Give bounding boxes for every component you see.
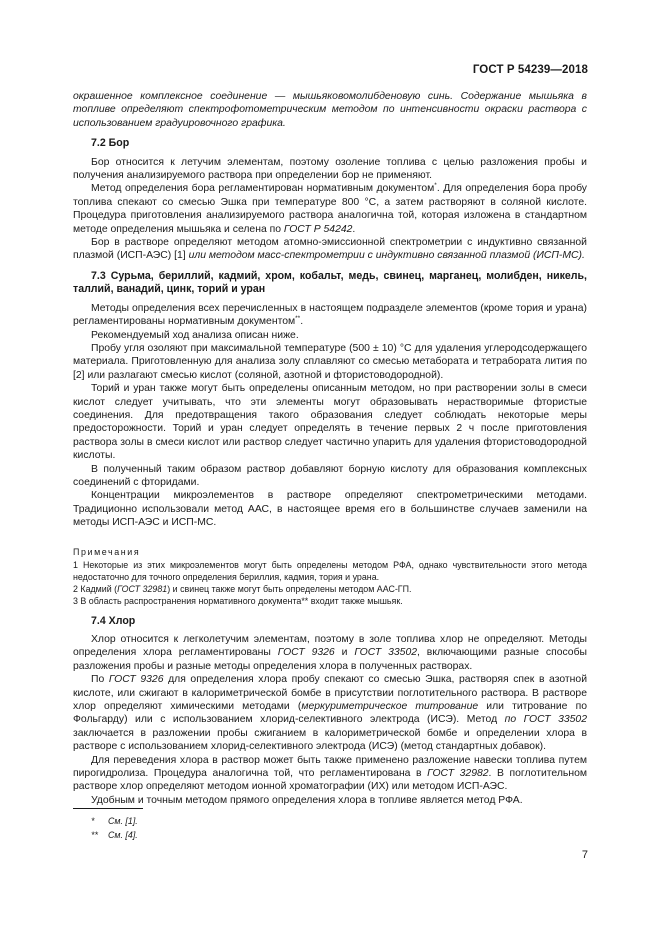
section-7-3-paragraph-3: Пробу угля озоляют при максимальной температуре (500 ± 10) °С для удаления углеродсодержащего материала. Приготовленную для анализа золу сплавляют со смесью метабората и тетрабората лития по [2] или разлагают смесью кислот (соляной, азотной и фтористоводородной).	[73, 342, 587, 381]
section-7-2-paragraph-2	[73, 182, 587, 236]
section-7-3-paragraph-6: Концентрации микроэлементов в растворе определяют спектрометрическими методами. Традиционно использовали метод ААС, в настоящее время его в большинстве случаев заменили на методы ИСП-АЭС и ИСП-МС.	[73, 490, 587, 529]
text-run: и	[334, 647, 355, 659]
footnotes	[91, 814, 138, 842]
note-1: 1 Некоторые из этих микроэлементов могут быть определены методом РФА, однако чувствительности этого метода недостаточно для точного определения бериллия, кадмия, тория и урана.	[73, 559, 587, 582]
standard-reference: ГОСТ 9326	[277, 647, 335, 659]
text-run: Бор в растворе определяют методом атомно-эмиссионной спектрометрии с индуктивно связанной плазмой (ИСП-АЭС) [1]	[73, 237, 587, 262]
footnote-marker: *	[434, 182, 437, 190]
text-run: .	[352, 223, 356, 235]
section-7-4-paragraph-3	[73, 754, 587, 794]
page-number: 7	[581, 849, 588, 861]
section-7-3-paragraph-5: В полученный таким образом раствор добавляют борную кислоту для образования комплексных соединений с фторидами.	[73, 463, 587, 488]
text-run: 2 Кадмий (	[73, 584, 118, 595]
document-number-header: ГОСТ Р 54239—2018	[472, 64, 588, 76]
text-run: Для переведения хлора в раствор может быть также применено разложение навески топлива путем пирогидролиза. Процедура аналогична той, что регламентирована в	[73, 754, 587, 780]
document-body	[73, 90, 587, 807]
section-7-4-heading: 7.4 Хлор	[91, 614, 136, 627]
notes-block	[73, 546, 587, 608]
section-7-4-paragraph-1	[73, 633, 587, 673]
text-run: Метод определения бора регламентирован нормативным документом	[91, 183, 435, 195]
section-7-4-paragraph-2	[73, 673, 587, 753]
standard-reference: ГОСТ 9326	[108, 674, 164, 686]
footnote-separator	[73, 808, 143, 809]
section-7-3-paragraph-2: Рекомендуемый ход анализа описан ниже.	[91, 329, 299, 341]
text-run: для определения хлора пробу спекают со смесью Эшка, растворяя спек в азотной кислоте, или сжигают в калориметрической бомбе в присутствии поглотительного раствора. В растворе хлор определяют химическими методами (	[73, 674, 587, 713]
footnote-mark: *	[91, 816, 95, 826]
text-run: .	[300, 316, 304, 328]
text-run: , включающими разные способы разложения пробы и разные методы определения хлора в полученных растворах.	[73, 647, 587, 672]
section-7-2-paragraph-3	[73, 236, 587, 263]
section-7-3-heading: 7.3 Сурьма, бериллий, кадмий, хром, кобальт, медь, свинец, марганец, молибден, никель, таллий, ванадий, цинк, торий и уран	[73, 269, 587, 296]
section-7-2-paragraph-1: Бор относится к летучим элементам, поэтому озоление топлива с целью разложения пробы и получения анализируемого раствора при определении бор не применяют.	[73, 156, 587, 182]
standard-reference: по ГОСТ 33502	[504, 714, 587, 726]
section-7-2-heading: 7.2 Бор	[91, 137, 130, 150]
text-run: Хлор относится к легколетучим элементам, поэтому в золе топлива хлор не определяют. Методы определения хлора регламентированы	[73, 634, 587, 659]
standard-reference: ГОСТ 33502	[354, 647, 418, 659]
section-7-3-paragraph-4: Торий и уран также могут быть определены описанным методом, но при растворении золы в смеси кислот следует учитывать, что эти элементы могут образовывать нерастворимые фтористые соединения. Для предотвращения такого образования следует соблюдать некоторые меры предосторожности. Торий и уран следует определять в течение первых 2 ч после приготовления раствора золы в смеси кислот или раствор следует частично упарить для удаления фтористоводородной кислоты.	[73, 383, 587, 462]
footnote-text: См. [1].	[108, 816, 138, 826]
standard-reference: ГОСТ 32982	[427, 768, 489, 780]
note-2	[73, 583, 587, 595]
text-run: . В поглотительном растворе хлор определяют методом ионной хроматографии (ИХ) или методом ИСП-АЭС.	[73, 768, 587, 793]
footnote-2	[91, 828, 138, 842]
section-7-3-paragraph-1	[73, 302, 587, 329]
footnote-marker: **	[295, 315, 301, 323]
footnote-1	[91, 814, 138, 828]
note-3: 3 В область распространения нормативного документа** входит также мышьяк.	[73, 596, 403, 607]
text-run: заключается в разложении пробы сжиганием в калориметрической бомбе и определении хлора в растворе с использованием хлорид-селективного электрода (ИСЭ) (метод стандартных добавок).	[73, 727, 587, 753]
standard-reference: ГОСТ 32981	[117, 584, 168, 595]
text-run-italic: меркуриметрическое титрование	[301, 701, 479, 713]
text-run: или титрование по Фольгарду) или с использованием хлорид-селективного электрода (ИСЭ). Метод	[73, 701, 587, 726]
section-7-4-paragraph-4: Удобным и точным методом прямого определения хлора в топливе является метод РФА.	[91, 794, 523, 806]
text-run: . Для определения бора пробу топлива спекают со смесью Эшка при температуре 800 °С, а затем растворяют в соляной кислоте. Процедура приготовления анализируемого раствора аналогична той, которая изложена в стандартном методе определения мышьяка и селена по	[73, 183, 587, 235]
standard-reference: ГОСТ Р 54242	[283, 223, 353, 235]
text-run: По	[91, 674, 109, 686]
intro-paragraph: окрашенное комплексное соединение — мышьяковомолибденовую синь. Содержание мышьяка в топливе определяют спектрофотометрическим методом по интенсивности окраски раствора с использованием градуировочного графика.	[73, 91, 587, 129]
text-run: Методы определения всех перечисленных в настоящем подразделе элементов (кроме тория и урана) регламентированы нормативным документом	[73, 302, 587, 328]
footnote-mark: **	[91, 830, 98, 840]
footnote-text: См. [4].	[108, 830, 138, 840]
text-run-italic: или методом масс-спектрометрии с индуктивно связанной плазмой (ИСП-МС).	[188, 250, 585, 262]
text-run: ) и свинец также могут быть определены методом ААС-ГП.	[167, 584, 412, 595]
notes-title: Примечания	[73, 546, 141, 557]
